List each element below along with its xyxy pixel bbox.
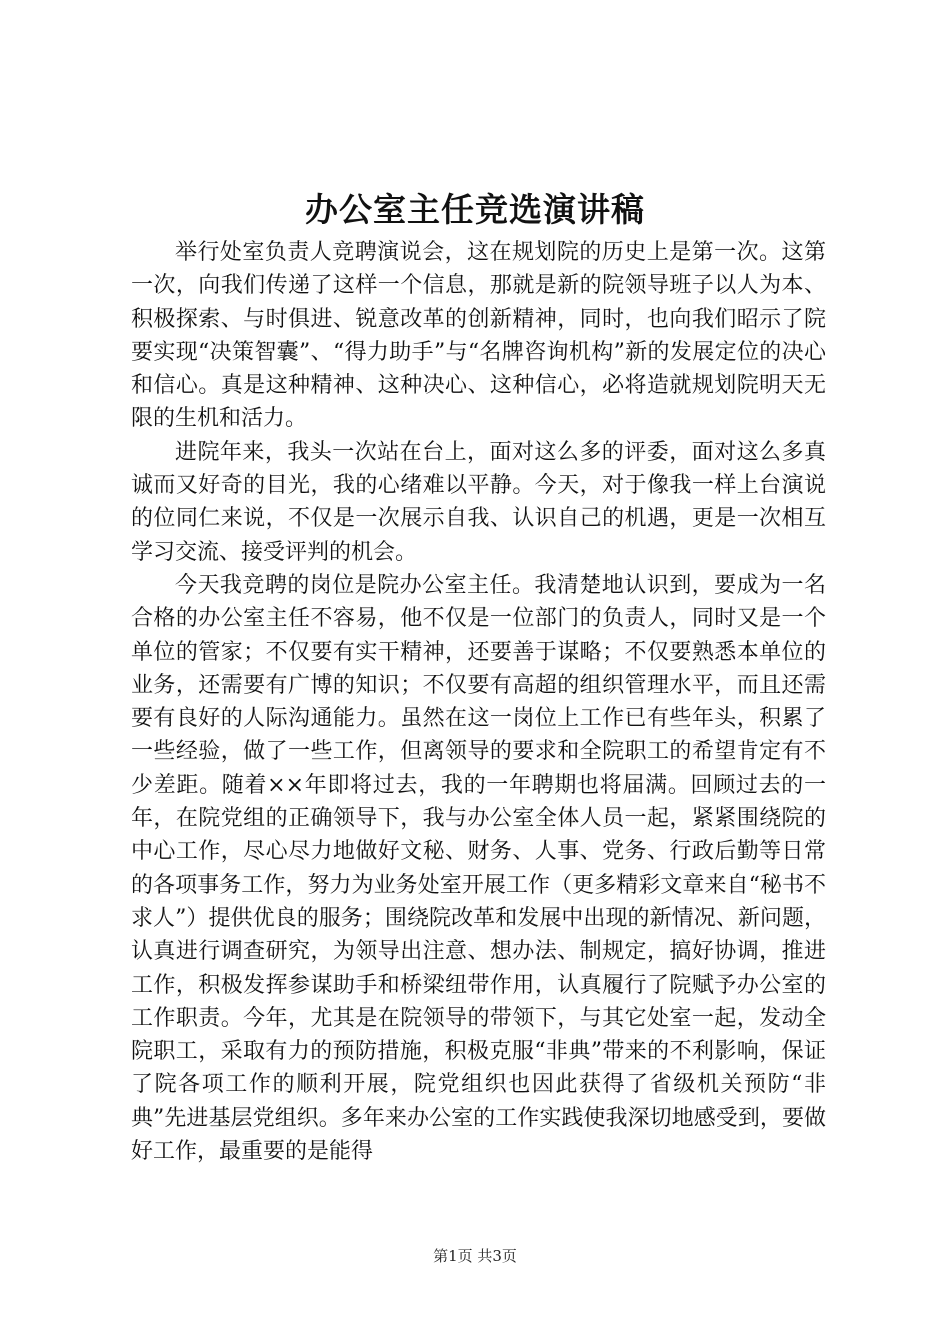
document-body <box>131 236 826 1168</box>
paragraph: 今天我竞聘的岗位是院办公室主任。我清楚地认识到，要成为一名合格的办公室主任不容易，他不仅是一位部门的负责人，同时又是一个单位的管家；不仅要有实干精神，还要善于谋略；不仅要熟悉本单位的业务，还需要有广博的知识；不仅要有高超的组织管理水平，而且还需要有良好的人际沟通能力。虽然在这一岗位上工作已有些年头，积累了一些经验，做了一些工作，但离领导的要求和全院职工的希望肯定有不少差距。随着××年即将过去，我的一年聘期也将届满。回顾过去的一年，在院党组的正确领导下，我与办公室全体人员一起，紧紧围绕院的中心工作，尽心尽力地做好文秘、财务、人事、党务、行政后勤等日常的各项事务工作，努力为业务处室开展工作（更多精彩文章来自“秘书不求人”）提供优良的服务；围绕院改革和发展中出现的新情况、新问题，认真进行调查研究，为领导出注意、想办法、制规定，搞好协调，推进工作，积极发挥参谋助手和桥梁纽带作用，认真履行了院赋予办公室的工作职责。今年，尤其是在院领导的带领下，与其它处室一起，发动全院职工，采取有力的预防措施，积极克服“非典”带来的不利影响，保证了院各项工作的顺利开展，院党组织也因此获得了省级机关预防“非典”先进基层党组织。多年来办公室的工作实践使我深切地感受到，要做好工作，最重要的是能得 <box>131 572 826 1165</box>
document-title: 办公室主任竞选演讲稿 <box>305 190 645 229</box>
paragraph: 进院年来，我头一次站在台上，面对这么多的评委，面对这么多真诚而又好奇的目光，我的心绪难以平静。今天，对于像我一样上台演说的位同仁来说，不仅是一次展示自我、认识自己的机遇，更是一次相互学习交流、接受评判的机会。 <box>131 439 826 565</box>
page-footer: 第1页 共3页 <box>433 1247 517 1265</box>
paragraph: 举行处室负责人竞聘演说会，这在规划院的历史上是第一次。这第一次，向我们传递了这样一个信息，那就是新的院领导班子以人为本、积极探索、与时俱进、锐意改革的创新精神，同时，也向我们昭示了院要实现“决策智囊”、“得力助手”与“名牌咨询机构”新的发展定位的决心和信心。真是这种精神、这种决心、这种信心，必将造就规划院明天无限的生机和活力。 <box>131 240 826 432</box>
